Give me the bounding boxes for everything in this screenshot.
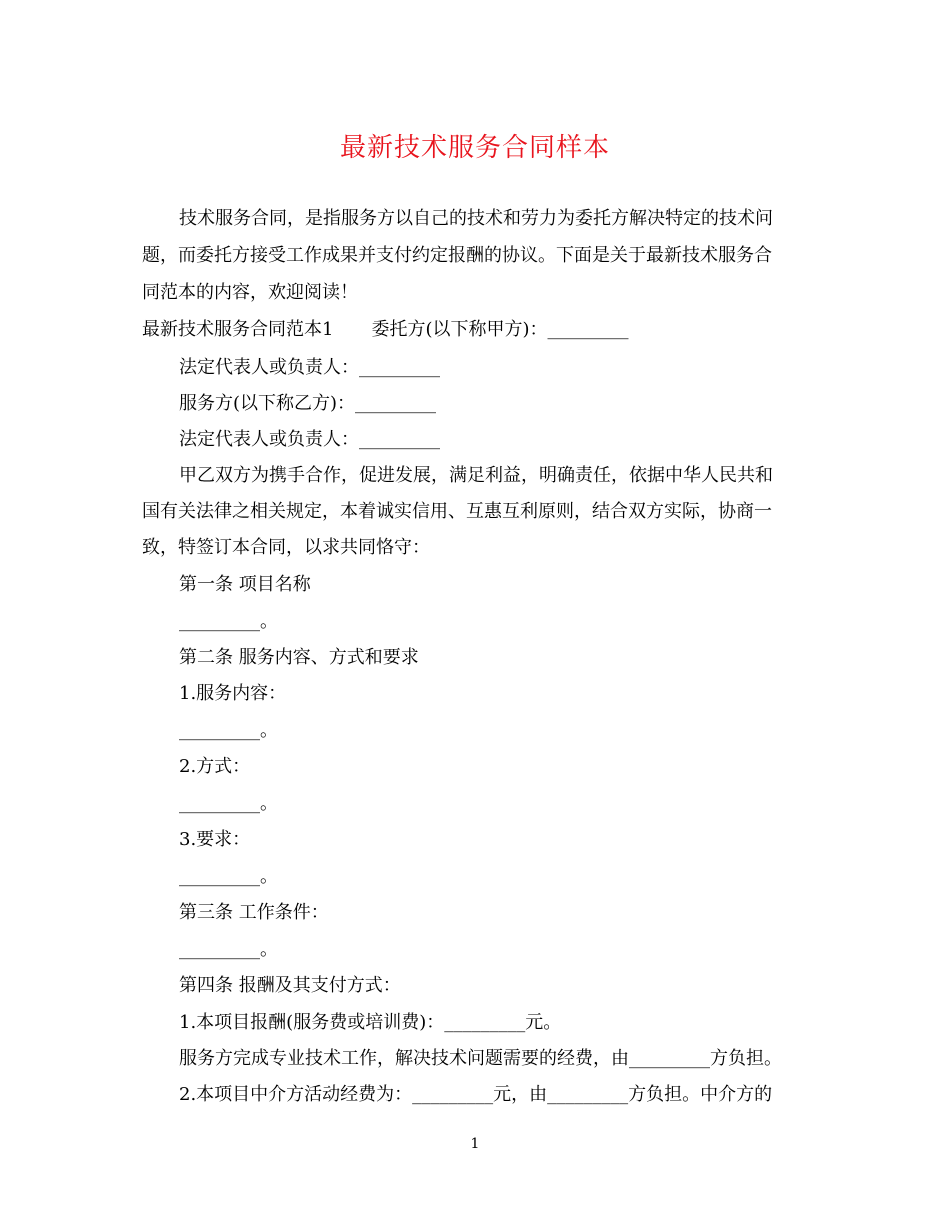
intro-line-2: 题，而委托方接受工作成果并支付约定报酬的协议。下面是关于最新技术服务合	[142, 245, 772, 266]
article-2-item-1: 1.服务内容：	[179, 683, 287, 704]
page-number: 1	[470, 1136, 480, 1152]
article-1-blank: _________。	[179, 611, 278, 632]
sample-heading: 最新技术服务合同范本1	[142, 319, 334, 340]
preamble-line-1: 甲乙双方为携手合作，促进发展，满足利益，明确责任，依据中华人民共和	[179, 465, 773, 486]
document-title: 最新技术服务合同样本	[339, 133, 610, 163]
article-3-title: 第三条 工作条件：	[179, 902, 329, 923]
article-2-item-3: 3.要求：	[179, 829, 251, 850]
article-4-item-1: 1.本项目报酬(服务费或培训费)：_________元。	[179, 1012, 562, 1033]
party-a-field: 委托方(以下称甲方)：_________	[371, 319, 629, 340]
article-4-note: 服务方完成专业技术工作，解决技术问题需要的经费，由_________方负担。	[179, 1048, 782, 1069]
rep-a-field: 法定代表人或负责人：_________	[179, 357, 440, 378]
article-2-title: 第二条 服务内容、方式和要求	[179, 647, 419, 668]
intro-line-3: 同范本的内容，欢迎阅读！	[142, 282, 358, 303]
intro-line-1: 技术服务合同，是指服务方以自己的技术和劳力为委托方解决特定的技术问	[179, 208, 773, 229]
preamble-line-2: 国有关法律之相关规定，本着诚实信用、互惠互利原则，结合双方实际，协商一	[142, 501, 772, 522]
rep-b-field: 法定代表人或负责人：_________	[179, 429, 440, 450]
party-b-field: 服务方(以下称乙方)：_________	[179, 393, 437, 414]
article-4-title: 第四条 报酬及其支付方式：	[179, 975, 401, 996]
article-3-blank: _________。	[179, 939, 278, 960]
article-2-item-3-blank: _________。	[179, 866, 278, 887]
article-2-item-2-blank: _________。	[179, 793, 278, 814]
article-2-item-2: 2.方式：	[179, 756, 251, 777]
article-1-title: 第一条 项目名称	[179, 574, 311, 595]
preamble-line-3: 致，特签订本合同，以求共同恪守：	[142, 537, 430, 558]
article-4-item-2: 2.本项目中介方活动经费为：_________元，由_________方负担。中介方的	[179, 1084, 773, 1105]
article-2-item-1-blank: _________。	[179, 720, 278, 741]
sample-heading-row	[142, 317, 629, 343]
